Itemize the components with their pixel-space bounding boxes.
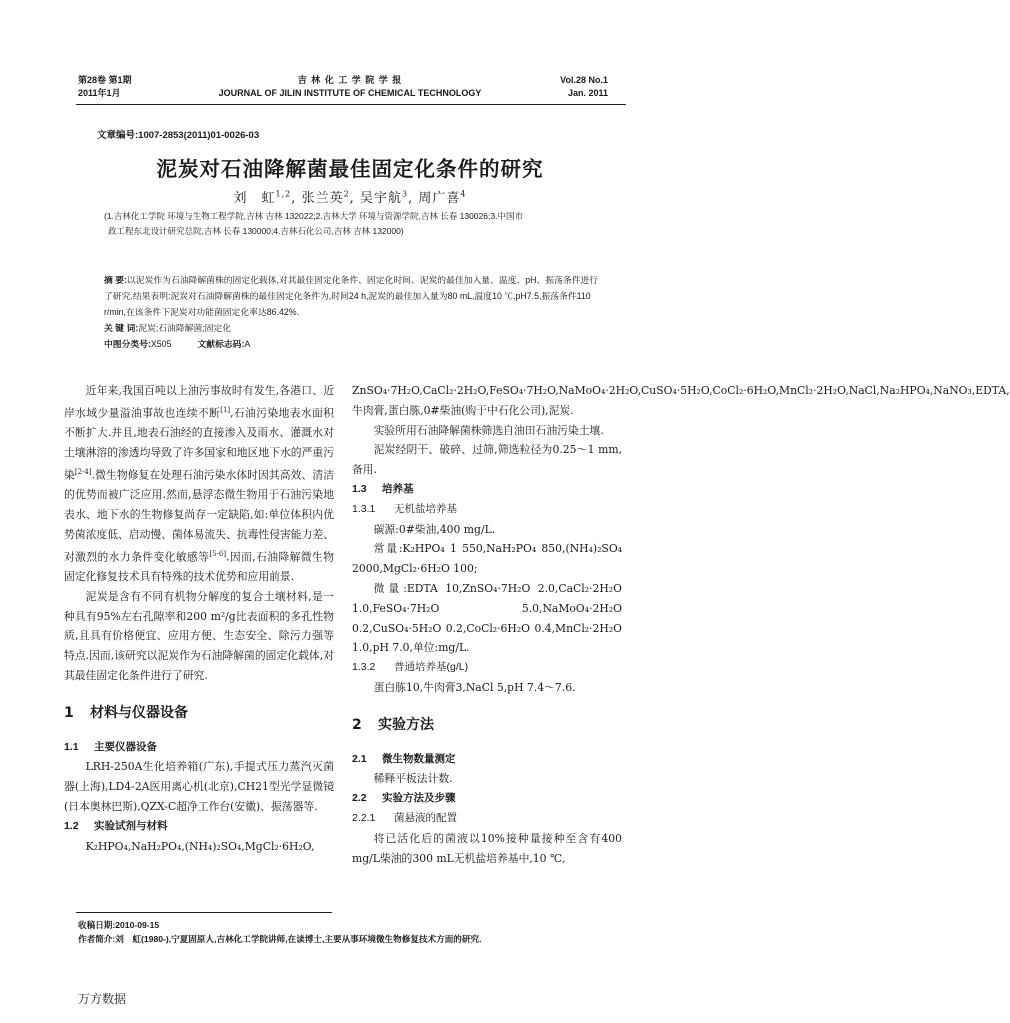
- suspension-paragraph: 将已活化后的菌液以10%接种量接种至含有400 mg/L柴油的300 mL无机盐培养基中,10 ℃,: [352, 831, 622, 865]
- abstract-text: 以泥炭作为石油降解菌株的固定化载体,对其最佳固定化条件、固定化时间、泥炭的最佳加入量、温度、pH、振荡条件进行了研究.结果表明:泥炭对石油降解菌株的最佳固定化条件为,时间24 h,泥炭的最佳加入量为80 mL,温度10 ℃,pH7.5,振荡条件110 r/min,在该条件下泥炭对功能菌固定化率达86.42%.: [104, 275, 599, 317]
- author-separator: ,: [408, 191, 414, 206]
- left-column: [64, 381, 334, 856]
- abstract-block: [104, 272, 604, 352]
- subsubsection-title: 普通培养基(g/L): [394, 661, 469, 674]
- subsection-title: 培养基: [382, 482, 414, 495]
- author-affil-mark: 4: [460, 189, 467, 199]
- author-name: 张兰英: [301, 191, 344, 206]
- general-medium: 蛋白胨10,牛肉膏3,NaCl 5,pH 7.4～7.6.: [373, 680, 576, 694]
- author-affil-mark: 3: [401, 189, 409, 199]
- intro-text: ,石油污染地表水面积不断扩大.并且,地表石油经的直接渗入及雨水、灌溉水对土壤淋溶的渗透均导致了许多国家和地区地下水的严重污染: [64, 406, 334, 482]
- affiliation-line: (1.吉林化工学院 环境与生物工程学院,吉林 吉林 132022;2.吉林大学 环境与资源学院,吉林 长春 130026;3.中国市: [104, 211, 523, 221]
- author-name: 刘 虹: [233, 191, 276, 206]
- author-bio-text: 刘 虹(1980-),宁夏固原人,吉林化工学院讲师,在读博士,主要从事环境微生物修复技术方面的研究.: [115, 934, 482, 944]
- subsubsection-title: 无机盐培养基: [394, 502, 457, 515]
- right-column: [352, 381, 1010, 868]
- intro-text: .微生物修复在处理石油污染水体时因其高效、清洁的优势而被广泛应用.然而,悬浮态微生物用于石油污染地表水、地下水的生物修复尚存一定缺陷,如:单位体积内优势菌浓度低、启动慢、菌体易流失、抗毒性侵害能力差、对激烈的水力条件变化敏感等: [64, 468, 335, 564]
- subsubsection-number: 2.2.1: [352, 811, 376, 824]
- subsubsection-heading: [352, 658, 622, 678]
- header-date: 2011年1月: [78, 88, 121, 98]
- equipment-paragraph: LRH-250A生化培养箱(广东),手提式压力蒸汽灭菌器(上海),LD4-2A医用离心机(北京),CH21型光学显微镜(日本奥林巴斯),QZX-C超净工作台(安徽)、振荡器等.: [64, 760, 334, 813]
- citation: [2-4]: [74, 467, 92, 476]
- author-affil-mark: 1,2: [275, 189, 292, 199]
- section-number: 1: [64, 704, 74, 721]
- keywords: [104, 320, 604, 336]
- author-affil-mark: 2: [343, 189, 350, 199]
- subsection-title: 主要仪器设备: [94, 740, 157, 753]
- author-list: [0, 187, 700, 206]
- subsubsection-number: 1.3.2: [352, 661, 376, 674]
- header-volume: 第28卷 第1期: [78, 75, 132, 85]
- intro-text: 近年来,我国百吨以上油污事故时有发生,各港口、近岸水域少量溢油事故也连续不断: [64, 384, 334, 420]
- section-heading: [352, 716, 622, 736]
- subsection-title: 实验试剂与材料: [94, 819, 168, 832]
- subsection-heading: [352, 480, 622, 500]
- trace-elements: 微量:EDTA 10,ZnSO₄·7H₂O 2.0,CaCl₂·2H₂O 1.0,FeSO₄·7H₂O 5.0,NaMoO₄·2H₂O 0.2,CuSO₄·5H₂O 0.2,CoCl₂·6H₂O 0.4,MnCl₂·2H₂O 1.0,pH 7.0,单位:mg/L.: [352, 581, 622, 655]
- intro-paragraph-2: 泥炭是含有不同有机物分解度的复合土壤材料,是一种具有95%左右孔隙率和200 m²/g比表面积的多孔性物质,且具有价格便宜、应用方便、生态安全、除污力强等特点.因而,该研究以泥炭作为石油降解菌的固定化载体,对其最佳固定化条件进行了研究.: [64, 589, 334, 682]
- author-name: 周广喜: [418, 191, 461, 206]
- author-bio: [78, 932, 638, 946]
- peat-paragraph: 泥炭经阴干、破碎、过筛,筛选粒径为0.25～1 mm,备用.: [352, 443, 622, 477]
- citation: [1]: [220, 405, 231, 414]
- subsection-heading: [64, 738, 334, 758]
- intro-paragraph-1: [64, 381, 334, 587]
- reagents-paragraph: K₂HPO₄,NaH₂PO₄,(NH₄)₂SO₄,MgCl₂·6H₂O,: [85, 839, 315, 853]
- clc-code: [104, 336, 171, 352]
- clc-label: 中图分类号:: [104, 339, 151, 349]
- header-month-year: Jan. 2011: [567, 88, 608, 98]
- intro-text: .因而,石油降解微生物固定化修复技术具有特殊的技术优势和应用前景.: [64, 550, 334, 583]
- author-bio-label: 作者简介:: [78, 934, 116, 944]
- classification-row: [104, 336, 604, 352]
- article-number: 文章编号:1007-2853(2011)01-0026-03: [97, 130, 260, 141]
- subsection-number: 2.2: [352, 792, 367, 805]
- abstract: [104, 272, 604, 320]
- paper-title: 泥炭对石油降解菌最佳固定化条件的研究: [156, 157, 544, 181]
- subsection-number: 2.1: [352, 752, 367, 765]
- header-journal-cn: 吉 林 化 工 学 院 学 报: [297, 75, 403, 85]
- author-separator: ,: [349, 191, 355, 206]
- section-title: 材料与仪器设备: [90, 704, 188, 721]
- abstract-label: 摘 要:: [104, 275, 127, 285]
- strain-paragraph: 实验所用石油降解菌株筛选自油田石油污染土壤.: [373, 423, 604, 437]
- received-value: 2010-09-15: [115, 920, 160, 930]
- subsection-title: 实验方法及步骤: [382, 792, 456, 805]
- subsubsection-title: 菌悬液的配置: [394, 811, 457, 824]
- subsection-title: 微生物数量测定: [382, 752, 456, 765]
- carbon-source: 碳源:0#柴油,400 mg/L.: [373, 522, 496, 536]
- affiliations: [104, 209, 604, 239]
- received-date: [78, 918, 638, 932]
- author-name: 吴宇航: [359, 191, 402, 206]
- subsection-number: 1.3: [352, 482, 367, 495]
- watermark: 万方数据: [78, 992, 127, 1006]
- subsection-number: 1.1: [64, 740, 79, 753]
- author-separator: ,: [291, 191, 297, 206]
- citation: [5-6]: [209, 549, 227, 558]
- macro-elements: 常量:K₂HPO₄ 1 550,NaH₂PO₄ 850,(NH₄)₂SO₄ 2000,MgCl₂·6H₂O 100;: [352, 542, 622, 576]
- doc-code: [197, 336, 250, 352]
- header-rule: [76, 104, 626, 105]
- footnote-rule: [76, 912, 332, 913]
- footnote: [78, 918, 638, 946]
- received-label: 收稿日期:: [78, 920, 116, 930]
- header-journal-en: JOURNAL OF JILIN INSTITUTE OF CHEMICAL TECHNOLOGY: [218, 88, 482, 98]
- doc-value: A: [244, 339, 251, 349]
- reagents-continued: ZnSO₄·7H₂O,CaCl₂·2H₂O,FeSO₄·7H₂O,NaMoO₄·2H₂O,CuSO₄·5H₂O,CoCl₂·6H₂O,MnCl₂·2H₂O,NaCl,Na₂HPO₄,NaNO₃,EDTA,牛肉膏,蛋白胨,0#柴油(购于中石化公司),泥炭.: [352, 384, 1010, 417]
- subsection-number: 1.2: [64, 819, 79, 832]
- subsubsection-number: 1.3.1: [352, 502, 376, 515]
- subsection-heading: [352, 789, 622, 809]
- keywords-label: 关 键 词:: [104, 323, 139, 333]
- affiliation-line: 政工程东北设计研究总院,吉林 长春 130000;4.吉林石化公司,吉林 吉林 132000): [108, 226, 404, 236]
- subsection-heading: [64, 817, 334, 837]
- section-title: 实验方法: [378, 716, 434, 733]
- subsubsection-heading: [352, 809, 622, 829]
- header-vol-en: [560, 74, 608, 100]
- counting-method: 稀释平板法计数.: [373, 772, 453, 786]
- keywords-text: 泥炭;石油降解菌;固定化: [138, 323, 232, 333]
- section-number: 2: [352, 716, 362, 733]
- header-vol-no: Vol.28 No.1: [560, 75, 608, 85]
- clc-value: X505: [150, 339, 172, 349]
- doc-label: 文献标志码:: [197, 339, 245, 349]
- subsection-heading: [352, 750, 622, 770]
- section-heading: [64, 704, 334, 724]
- subsubsection-heading: [352, 500, 622, 520]
